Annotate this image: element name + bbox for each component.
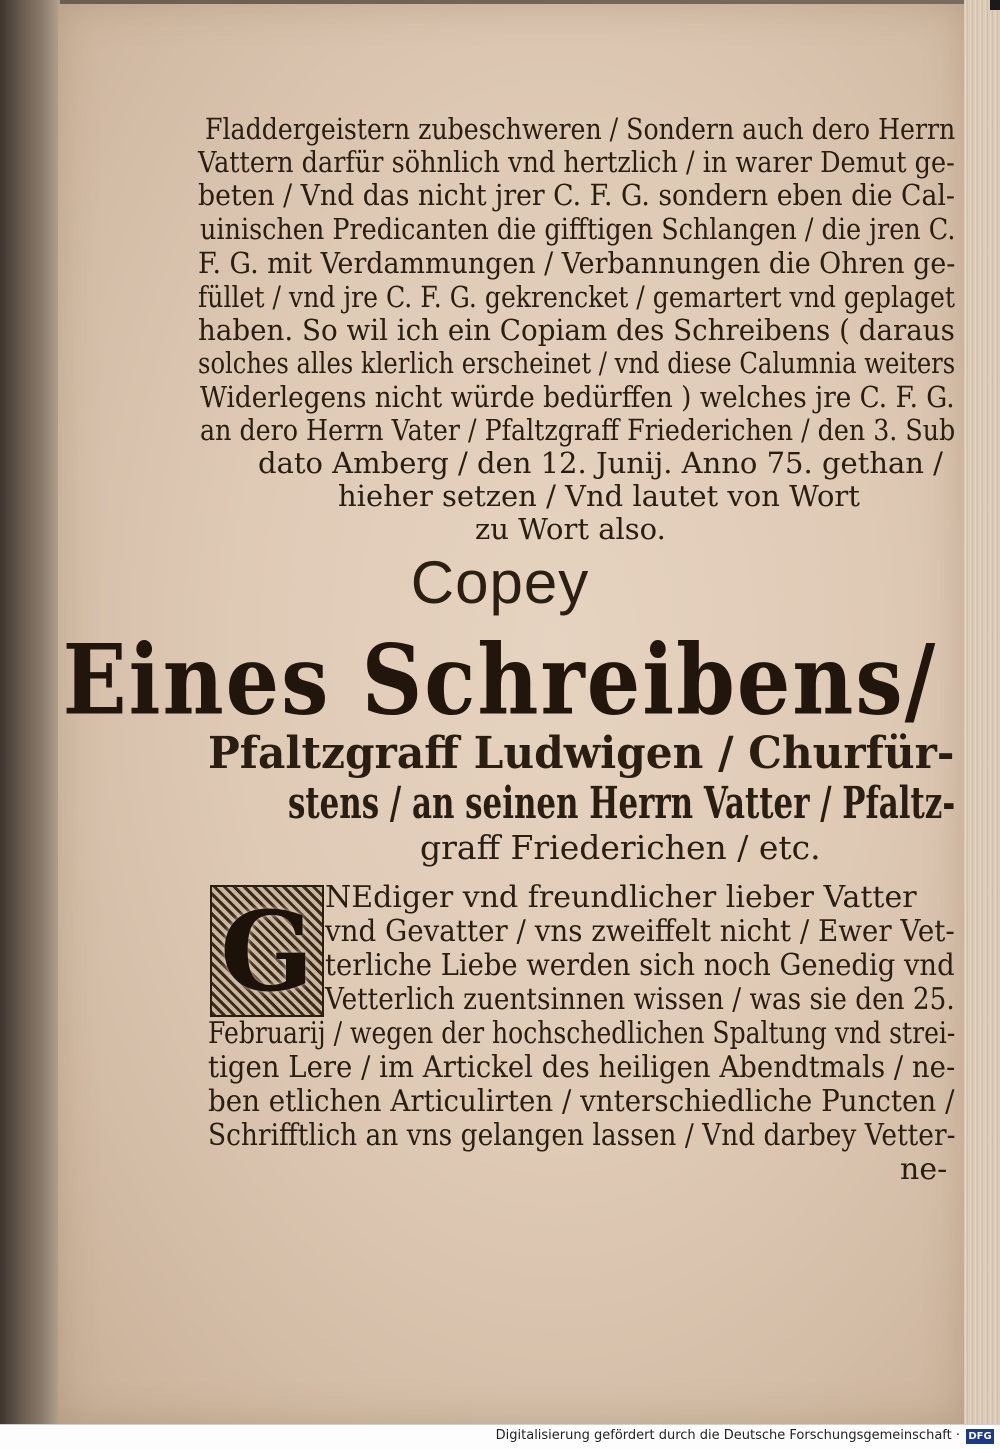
text-line: Widerlegens nicht würde bedürffen ) welches jre C. F. G. bbox=[200, 380, 955, 414]
text-line: vnd Gevatter / vns zweiffelt nicht / Ewer Vet- bbox=[325, 914, 955, 949]
text-line: Vetterlich zuentsinnen wissen / was sie den 25. bbox=[325, 982, 955, 1017]
text-line: solches alles klerlich erscheinet / vnd diese Calumnia weiters bbox=[198, 346, 956, 380]
text-line: Fladdergeistern zubeschweren / Sondern auch dero Herrn bbox=[205, 112, 956, 146]
text-line: ben etlichen Articulirten / vnterschiedliche Puncten / bbox=[208, 1084, 955, 1119]
text-line: terliche Liebe werden sich noch Genedig vnd bbox=[325, 948, 955, 983]
subtitle-line: Pfaltzgraff Ludwigen / Churfür- bbox=[208, 728, 955, 779]
text-line: F. G. mit Verdammungen / Verbannungen die Ohren ge- bbox=[198, 246, 956, 280]
text-line: haben. So wil ich ein Copiam des Schreibens ( daraus bbox=[198, 313, 955, 347]
text-line: Schrifftlich an vns gelangen lassen / Vnd darbey Vetter- bbox=[208, 1118, 956, 1153]
text-line: uinischen Predicanten die gifftigen Schlangen / die jren C. bbox=[200, 212, 956, 246]
text-line: tigen Lere / im Artickel des heiligen Abendtmals / ne- bbox=[208, 1050, 956, 1085]
document-title: Eines Schreibens/ bbox=[62, 622, 938, 737]
text-line: an dero Herrn Vater / Pfaltzgraff Friederichen / den 3. Sub bbox=[200, 413, 956, 447]
text-line: dato Amberg / den 12. Junij. Anno 75. gethan / bbox=[258, 446, 943, 480]
text-line: Februarij / wegen der hochschedlichen Spaltung vnd strei- bbox=[208, 1016, 956, 1051]
text-line: füllet / vnd jre C. F. G. gekrencket / gemartert vnd geplaget bbox=[198, 280, 955, 314]
corner-marker bbox=[990, 0, 1000, 10]
footer-credit: Digitalisierung gefördert durch die Deutsche Forschungsgemeinschaft · bbox=[495, 1428, 960, 1443]
heading-copey: Copey bbox=[410, 549, 590, 616]
text-line: Vattern darfür söhnlich vnd hertzlich / in warer Demut ge- bbox=[198, 145, 955, 179]
subtitle-line: graff Friederichen / etc. bbox=[420, 828, 821, 867]
dfg-logo: DFG bbox=[966, 1429, 994, 1444]
subtitle-line: stens / an seinen Herrn Vatter / Pfaltz- bbox=[288, 778, 956, 829]
text-line: hieher setzen / Vnd lautet von Wort bbox=[338, 479, 860, 513]
text-line: zu Wort also. bbox=[475, 512, 666, 546]
initial-letter: G bbox=[220, 886, 314, 1016]
decorated-initial bbox=[210, 885, 324, 1017]
text-line: NEdiger vnd freundlicher lieber Vatter bbox=[325, 880, 917, 915]
text-line: beten / Vnd das nicht jrer C. F. G. sondern eben die Cal- bbox=[198, 178, 955, 212]
text-line: ne- bbox=[900, 1152, 948, 1187]
footer-bar bbox=[0, 1424, 1000, 1449]
